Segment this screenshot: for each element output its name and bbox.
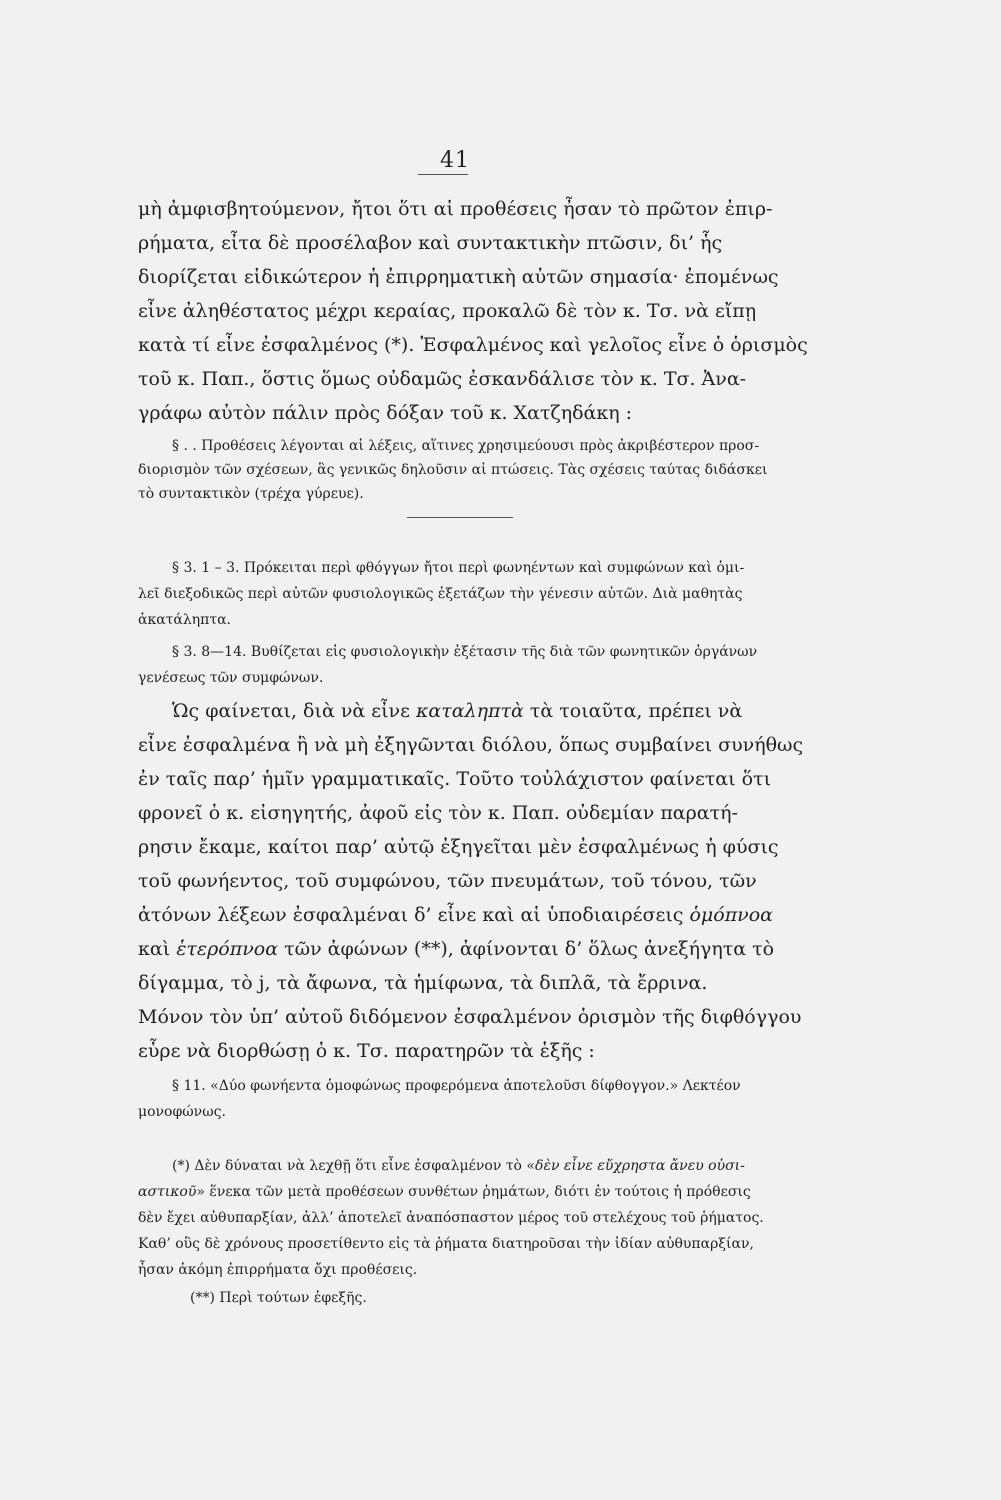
text-span: (*) Δὲν δύναται νὰ λεχθῇ ὅτι εἶνε ἐσφαλμένον τὸ « (172, 1158, 536, 1174)
text-span: τὰ τοιαῦτα, πρέπει νὰ (523, 700, 743, 722)
text-line: δίγαμμα, τὸ j, τὰ ἄφωνα, τὰ ἡμίφωνα, τὰ διπλᾶ, τὰ ἔρρινα. (138, 972, 708, 994)
quote-line: § 3. 1 – 3. Πρόκειται περὶ φθόγγων ἤτοι περὶ φωνηέντων καὶ συμφώνων καὶ ὁμι- (172, 560, 745, 576)
italic-term: καταληπτὰ (415, 700, 524, 722)
text-span: καὶ (138, 938, 177, 960)
text-span: τῶν ἀφώνων (**), ἀφίνονται δ’ ὅλως ἀνεξήγητα τὸ (278, 938, 775, 960)
text-line: μὴ ἀμφισβητούμενον, ἤτοι ὅτι αἱ προθέσεις ἦσαν τὸ πρῶτον ἐπιρ- (138, 198, 773, 220)
italic-term: δὲν εἶνε εὔχρηστα ἄνευ οὐσι- (535, 1158, 745, 1174)
text-line: ρήματα, εἶτα δὲ προσέλαβον καὶ συντακτικὴν πτῶσιν, δι’ ἧς (138, 232, 723, 254)
footnote-line (138, 1184, 751, 1200)
text-span: ἀτόνων λέξεων ἐσφαλμέναι δ’ εἶνε καὶ αἱ ὑποδιαιρέσεις (138, 904, 690, 926)
section-divider (407, 517, 513, 518)
quote-line: ἀκατάληπτα. (138, 612, 231, 628)
footnote-line: δὲν ἔχει αὐθυπαρξίαν, ἀλλ’ ἀποτελεῖ ἀναπόσπαστον μέρος τοῦ στελέχους τοῦ ῥήματος. (138, 1210, 764, 1226)
quote-line: μονοφώνως. (138, 1104, 226, 1120)
quote-line: διορισμὸν τῶν σχέσεων, ἃς γενικῶς δηλοῦσιν αἱ πτώσεις. Τὰς σχέσεις ταύτας διδάσκει (138, 462, 768, 478)
text-line: εἶνε ἀληθέστατος μέχρι κεραίας, προκαλῶ δὲ τὸν κ. Τσ. νὰ εἴπῃ (138, 300, 757, 322)
italic-term: ὁμόπνοα (689, 904, 774, 926)
text-line: ρησιν ἔκαμε, καίτοι παρ’ αὐτῷ ἐξηγεῖται μὲν ἐσφαλμένως ἡ φύσις (138, 836, 779, 858)
italic-term: αστικοῦ (138, 1184, 197, 1200)
quote-line: τὸ συντακτικὸν (τρέχα γύρευε). (138, 486, 364, 502)
text-line: φρονεῖ ὁ κ. εἰσηγητής, ἀφοῦ εἰς τὸν κ. Παπ. οὐδεμίαν παρατή- (138, 802, 738, 824)
quote-line: γενέσεως τῶν συμφώνων. (138, 670, 324, 686)
text-line: κατὰ τί εἶνε ἐσφαλμένος (*). Ἐσφαλμένος καὶ γελοῖος εἶνε ὁ ὁρισμὸς (138, 334, 808, 356)
text-span: » ἕνεκα τῶν μετὰ προθέσεων συνθέτων ῥημάτων, διότι ἐν τούτοις ἡ πρόθεσις (196, 1184, 751, 1200)
footnote-line: ἦσαν ἀκόμη ἐπιρρήματα ὄχι προθέσεις. (138, 1262, 418, 1278)
text-line: τοῦ φωνήεντος, τοῦ συμφώνου, τῶν πνευμάτων, τοῦ τόνου, τῶν (138, 870, 757, 892)
quote-line: § . . Προθέσεις λέγονται αἱ λέξεις, αἵτινες χρησιμεύουσι πρὸς ἀκριβέστερον προσ- (172, 438, 760, 454)
text-line (138, 904, 773, 926)
text-line: Μόνον τὸν ὑπ’ αὐτοῦ διδόμενον ἐσφαλμένον ὁρισμὸν τῆς διφθόγγου (138, 1006, 802, 1028)
quote-line: § 11. «Δύο φωνήεντα ὁμοφώνως προφερόμενα ἀποτελοῦσι δίφθογγον.» Λεκτέον (172, 1078, 741, 1094)
quote-line: § 3. 8—14. Βυθίζεται εἰς φυσιολογικὴν ἐξέτασιν τῆς διὰ τῶν φωνητικῶν ὀργάνων (172, 644, 758, 660)
header-rule (418, 174, 468, 175)
text-line: εὗρε νὰ διορθώσῃ ὁ κ. Τσ. παρατηρῶν τὰ ἑξῆς : (138, 1040, 595, 1062)
text-line: τοῦ κ. Παπ., ὅστις ὅμως οὐδαμῶς ἐσκανδάλισε τὸν κ. Τσ. Ἀνα- (138, 368, 747, 390)
page-number: 41 (440, 148, 470, 173)
text-span: Ὡς φαίνεται, διὰ νὰ εἶνε (172, 700, 416, 722)
text-line: εἶνε ἐσφαλμένα ἢ νὰ μὴ ἐξηγῶνται διόλου, ὅπως συμβαίνει συνήθως (138, 734, 804, 756)
text-line: γράφω αὐτὸν πάλιν πρὸς δόξαν τοῦ κ. Χατζηδάκη : (138, 402, 633, 424)
text-line: διορίζεται εἰδικώτερον ἡ ἐπιρρηματικὴ αὐτῶν σημασία· ἐπομένως (138, 266, 779, 288)
text-line: ἐν ταῖς παρ’ ἡμῖν γραμματικαῖς. Τοῦτο τοὐλάχιστον φαίνεται ὅτι (138, 768, 772, 790)
italic-term: ἑτερόπνοα (176, 938, 279, 960)
footnote-line: (**) Περὶ τούτων ἐφεξῆς. (190, 1290, 367, 1306)
quote-line: λεῖ διεξοδικῶς περὶ αὐτῶν φυσιολογικῶς ἐξετάζων τὴν γένεσιν αὐτῶν. Διὰ μαθητὰς (138, 586, 743, 602)
footnote-line (172, 1158, 745, 1174)
footnote-line: Καθ’ οὓς δὲ χρόνους προσετίθεντο εἰς τὰ ῥήματα διατηροῦσαι τὴν ἰδίαν αὐθυπαρξίαν, (138, 1236, 754, 1252)
text-line (138, 938, 774, 960)
text-line (172, 700, 742, 722)
